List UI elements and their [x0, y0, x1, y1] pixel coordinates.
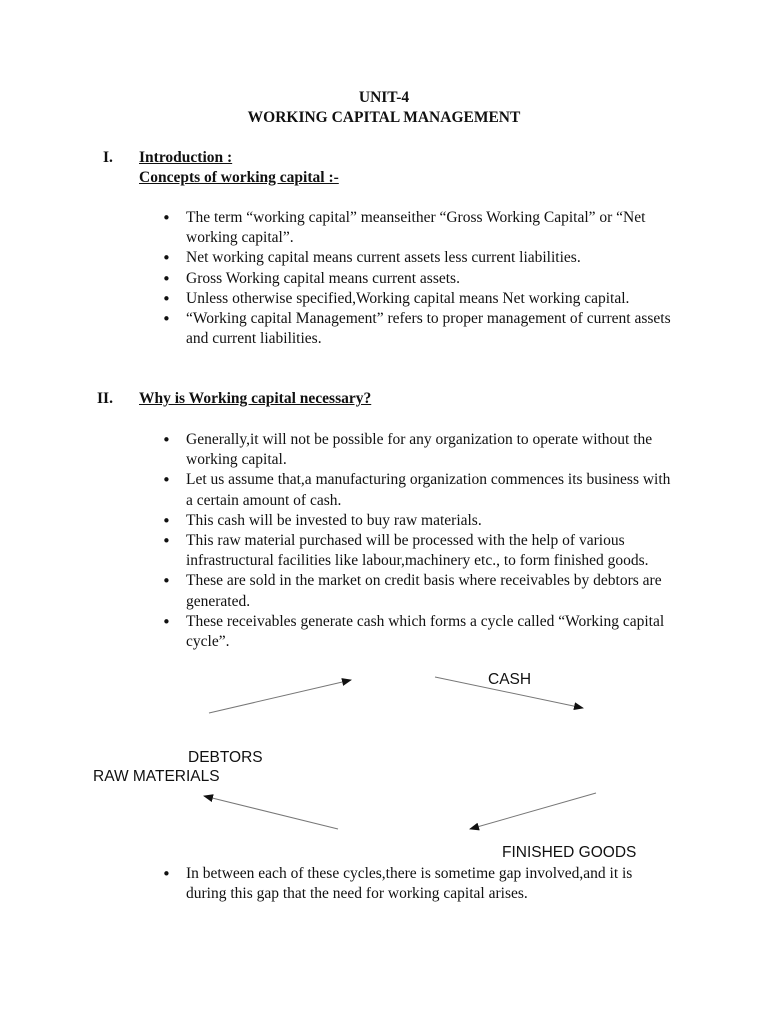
list-item: • Unless otherwise specified,Working capital means Net working capital.	[161, 289, 671, 309]
unit-title: UNIT-4	[358, 89, 410, 106]
arrow-finished-goods-to-debtors	[204, 796, 338, 829]
section-1-subheading: Concepts of working capital :-	[139, 169, 339, 186]
list-item: • In between each of these cycles,there is sometime gap involved,and it is during this gap that the need for working capital arises.	[161, 864, 671, 904]
section-2-number: II.	[97, 390, 113, 407]
list-item: • These are sold in the market on credit basis where receivables by debtors are generated.	[161, 571, 671, 611]
arrow-raw-materials-to-finished-goods	[470, 793, 596, 829]
list-item: • These receivables generate cash which forms a cycle called “Working capital cycle”.	[161, 612, 671, 652]
list-item: • This cash will be invested to buy raw materials.	[161, 511, 671, 531]
list-item: • Net working capital means current assets less current liabilities.	[161, 248, 671, 268]
list-item: • Generally,it will not be possible for any organization to operate without the working capital.	[161, 430, 671, 470]
page-title: WORKING CAPITAL MANAGEMENT	[247, 109, 521, 126]
cycle-label-raw-materials: RAW MATERIALS	[93, 768, 220, 785]
list-item: • This raw material purchased will be processed with the help of various infrastructural facilities like labour,machinery etc., to form finished goods.	[161, 531, 671, 571]
arrow-debtors-to-cash	[209, 680, 351, 713]
cycle-label-cash: CASH	[488, 671, 532, 688]
section-1-number: I.	[103, 149, 113, 166]
list-item: • Let us assume that,a manufacturing organization commences its business with a certain amount of cash.	[161, 470, 671, 510]
list-item: • The term “working capital” meanseither “Gross Working Capital” or “Net working capital”.	[161, 208, 671, 248]
cycle-label-debtors: DEBTORS	[188, 749, 263, 766]
closing-bullet-list	[161, 864, 671, 904]
list-item: • “Working capital Management” refers to proper management of current assets and current liabilities.	[161, 309, 671, 349]
cycle-label-finished-goods: FINISHED GOODS	[502, 844, 637, 861]
section-2-heading: Why is Working capital necessary?	[139, 390, 372, 407]
section-1-heading: Introduction :	[139, 149, 233, 166]
list-item: • Gross Working capital means current assets.	[161, 269, 671, 289]
